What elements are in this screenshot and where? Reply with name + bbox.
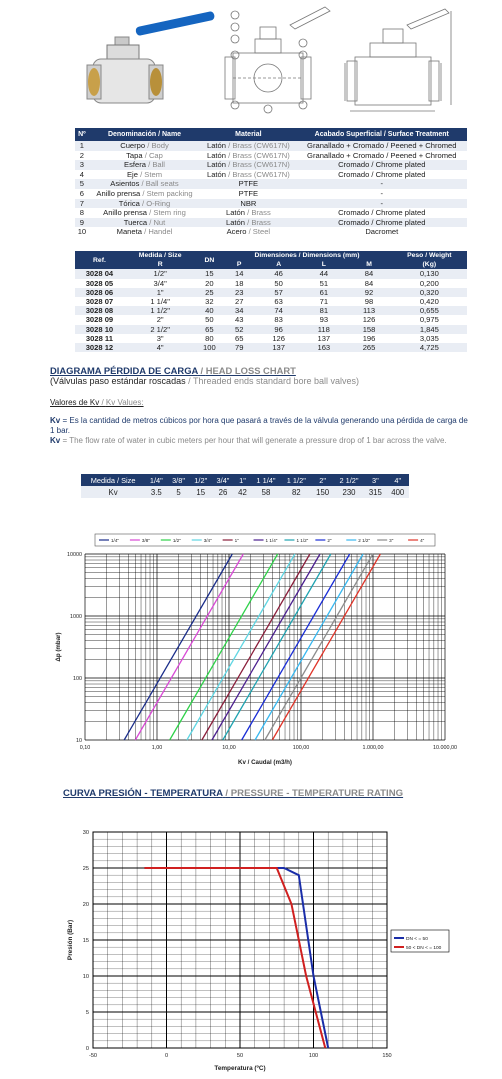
parts-table-row bbox=[75, 170, 467, 180]
x-tick-label: 10,00 bbox=[222, 745, 236, 751]
part-finish: Cromado / Chrome plated bbox=[338, 169, 426, 179]
dims-m: 98 bbox=[364, 297, 374, 307]
material-en: Brass bbox=[251, 208, 271, 218]
kv-definition-es-text: = Es la cantidad de metros cúbicos por hora que pasará a través de la válvula generando una pérdida de carga de 1 bar. bbox=[50, 416, 468, 436]
dims-dn: 40 bbox=[196, 306, 222, 315]
kv-value: 58 bbox=[251, 486, 281, 498]
kv-label-es: Kv bbox=[50, 416, 61, 425]
dims-weight: 0,320 bbox=[392, 288, 467, 297]
dims-table-row bbox=[75, 343, 467, 352]
y-tick-label: 1000 bbox=[70, 614, 82, 620]
part-name-es: Tapa bbox=[126, 150, 143, 160]
dims-l: 137 bbox=[317, 333, 331, 343]
material-es: Latón bbox=[225, 217, 245, 227]
part-number: 7 bbox=[75, 199, 89, 209]
part-name-es: Maneta bbox=[116, 227, 142, 237]
dims-a: 83 bbox=[274, 315, 283, 325]
kv-size: 2" bbox=[311, 474, 333, 486]
parts-table-row bbox=[75, 141, 467, 151]
part-name-es: Tuerca bbox=[123, 217, 148, 227]
x-tick-label: 100,00 bbox=[292, 745, 310, 751]
dims-header-dimensions: Dimensiones / Dimensions (mm) bbox=[222, 251, 391, 260]
legend-entry: 1/2" bbox=[172, 538, 181, 543]
part-finish: Cromado / Chrome plated bbox=[338, 208, 426, 218]
dims-weight: 0,420 bbox=[419, 297, 439, 307]
kv-size: 3/8" bbox=[167, 474, 189, 486]
dims-a: 63 bbox=[274, 297, 283, 307]
dims-ref: 3028 08 bbox=[75, 306, 124, 315]
ball-valve-photo bbox=[87, 11, 215, 103]
pt-title-en: PRESSURE - TEMPERATURE RATING bbox=[230, 788, 404, 799]
x-tick-label: 10.000,00 bbox=[433, 745, 457, 751]
headloss-series-line bbox=[272, 554, 380, 740]
kv-size: 2 1/2" bbox=[334, 474, 364, 486]
dims-header-size: Medida / Size bbox=[124, 251, 197, 260]
part-name-en: Body bbox=[151, 141, 169, 150]
part-number: 10 bbox=[77, 227, 87, 237]
headloss-subtitle-en: Threaded ends standard bore ball valves) bbox=[192, 376, 360, 386]
dims-p: 14 bbox=[222, 269, 256, 278]
part-number: 4 bbox=[79, 169, 85, 179]
material-en: Brass (CW617N) bbox=[232, 169, 290, 179]
headloss-series-line bbox=[212, 554, 320, 740]
headloss-series-line bbox=[135, 554, 243, 740]
dims-p: 43 bbox=[234, 315, 244, 325]
x-tick-label: 0,10 bbox=[79, 745, 91, 751]
parts-table-row bbox=[75, 160, 467, 170]
part-name: Anillo prensa / Stem ring bbox=[103, 208, 186, 218]
dims-m: 126 bbox=[362, 315, 376, 325]
dims-size: 3/4" bbox=[153, 278, 167, 288]
dims-table-row bbox=[75, 279, 467, 288]
parts-table-row bbox=[75, 227, 467, 237]
dims-ref: 3028 09 bbox=[85, 315, 114, 325]
pt-y-tick-label: 0 bbox=[85, 1046, 89, 1052]
part-number: 2 bbox=[79, 150, 85, 160]
material-en: PTFE bbox=[238, 179, 259, 189]
headloss-series-line bbox=[170, 554, 278, 740]
dims-p: 52 bbox=[222, 325, 256, 334]
dims-size: 1 1/4" bbox=[150, 297, 170, 307]
dims-p: 23 bbox=[222, 288, 256, 297]
kv-value: 230 bbox=[334, 486, 364, 498]
dims-table-row bbox=[75, 297, 467, 306]
part-name-en: Cap bbox=[148, 150, 163, 160]
part-material bbox=[200, 179, 296, 189]
headloss-chart bbox=[50, 530, 470, 775]
part-name: Tuerca / Nut bbox=[89, 218, 200, 228]
kv-size: 1/2" bbox=[190, 474, 212, 486]
pt-x-tick-label: 100 bbox=[308, 1053, 319, 1059]
dims-ref: 3028 06 bbox=[75, 288, 124, 297]
part-name-en: O-Ring bbox=[146, 198, 171, 208]
x-tick-label: 1.000,00 bbox=[362, 745, 384, 751]
dims-table-row bbox=[75, 288, 467, 297]
material-es: Latón bbox=[206, 141, 226, 150]
headloss-series-line bbox=[124, 554, 232, 740]
part-material: Acero / Steel bbox=[226, 227, 271, 237]
dims-m: 92 bbox=[346, 288, 391, 297]
dims-table-row bbox=[75, 269, 467, 278]
part-name-en: Stem ring bbox=[153, 208, 186, 218]
pt-x-axis-label: Temperatura (ºC) bbox=[214, 1065, 266, 1072]
dims-header-l: L bbox=[301, 260, 346, 269]
part-name-en: Ball bbox=[152, 160, 165, 170]
pt-legend-entry: DN < = 50 bbox=[406, 937, 428, 942]
part-name: Tórica / O-Ring bbox=[89, 199, 200, 209]
part-number: 9 bbox=[75, 218, 89, 228]
dims-weight: 4,725 bbox=[392, 343, 467, 352]
dims-dn: 65 bbox=[196, 325, 222, 334]
dims-a: 50 bbox=[274, 278, 283, 288]
part-name-en: Stem bbox=[144, 169, 163, 179]
parts-header-material: Material bbox=[200, 128, 296, 141]
dims-weight: 0,200 bbox=[419, 278, 439, 288]
dims-l: 61 bbox=[301, 288, 346, 297]
pt-title-es: CURVA PRESIÓN - TEMPERATURA bbox=[63, 788, 223, 799]
legend-entry: 2" bbox=[327, 538, 332, 543]
material-en: Steel bbox=[252, 227, 271, 237]
dims-l: 118 bbox=[301, 325, 346, 334]
dims-a: 96 bbox=[256, 325, 301, 334]
kv-table bbox=[81, 474, 409, 498]
legend-entry: 2 1/2" bbox=[358, 538, 371, 543]
part-name-es: Asientos bbox=[110, 179, 140, 189]
kv-heading-es: Valores de Kv bbox=[50, 398, 100, 407]
material-en: Brass (CW617N) bbox=[232, 141, 290, 150]
part-number: 1 bbox=[75, 141, 89, 151]
material-es: Latón bbox=[225, 208, 245, 218]
legend-entry: 3" bbox=[389, 538, 394, 543]
dims-l: 71 bbox=[319, 297, 329, 307]
dims-a: 74 bbox=[256, 306, 301, 315]
part-name-es: Tórica bbox=[118, 198, 140, 208]
part-number: 6 bbox=[79, 188, 85, 198]
parts-header-finish: Acabado Superficial / Surface Treatment bbox=[297, 128, 467, 141]
part-material bbox=[200, 199, 296, 209]
dims-l: 44 bbox=[301, 269, 346, 278]
material-en: Brass bbox=[251, 217, 271, 227]
part-name: Cuerpo / Body bbox=[89, 141, 200, 151]
kv-definition-en bbox=[50, 436, 470, 446]
pt-x-tick-label: -50 bbox=[88, 1053, 98, 1059]
kv-heading-en: Kv Values: bbox=[105, 398, 144, 407]
material-es: Latón bbox=[206, 160, 226, 170]
headloss-series-line bbox=[255, 554, 363, 740]
pt-x-tick-label: 0 bbox=[164, 1053, 169, 1059]
dims-ref: 3028 05 bbox=[85, 278, 114, 288]
kv-value: 26 bbox=[212, 486, 234, 498]
part-material: Latón / Brass (CW617N) bbox=[206, 150, 290, 160]
kv-size-row bbox=[81, 474, 409, 486]
pt-legend-entry: 50 < DN < = 100 bbox=[406, 946, 442, 951]
kv-size: 1 1/2" bbox=[281, 474, 311, 486]
part-name-en: Handel bbox=[148, 227, 173, 237]
kv-size: 1" bbox=[234, 474, 251, 486]
pt-x-tick-label: 150 bbox=[382, 1053, 392, 1059]
parts-header-name: Denominación / Name bbox=[89, 128, 200, 141]
x-axis-label: Kv / Caudal (m3/h) bbox=[238, 759, 292, 766]
dims-p: 34 bbox=[222, 306, 256, 315]
dims-weight: 1,845 bbox=[392, 325, 467, 334]
dims-ref: 3028 11 bbox=[85, 333, 113, 343]
part-name-en: Stem packing bbox=[146, 188, 193, 198]
dims-m: 158 bbox=[346, 325, 391, 334]
headloss-title-en: HEAD LOSS CHART bbox=[205, 365, 296, 376]
headloss-subtitle: (Válvulas paso estándar roscadas / Threaded ends standard bore ball valves) bbox=[50, 376, 360, 386]
kv-header-kv: Kv bbox=[81, 486, 145, 498]
dims-size: 1" bbox=[124, 288, 197, 297]
dims-a: 126 bbox=[272, 333, 285, 343]
headloss-series-line bbox=[223, 554, 331, 740]
material-es: Latón bbox=[206, 169, 226, 179]
dims-dn: 32 bbox=[205, 297, 214, 307]
kv-value: 15 bbox=[190, 486, 212, 498]
part-finish: - bbox=[297, 199, 467, 209]
dims-size: 2" bbox=[156, 315, 164, 325]
kv-value: 42 bbox=[234, 486, 251, 498]
pt-x-tick-label: 50 bbox=[236, 1053, 244, 1059]
material-en: NBR bbox=[240, 198, 257, 208]
part-number: 8 bbox=[79, 208, 85, 218]
exploded-drawing bbox=[225, 7, 330, 113]
part-name: Anillo prensa / Stem packing bbox=[96, 188, 193, 198]
part-name-es: Anillo prensa bbox=[103, 208, 148, 218]
kv-definition-en-text: = The flow rate of water in cubic meters per hour that will generate a pressure drop of 1 bar across the valve. bbox=[60, 436, 447, 445]
kv-header-size: Medida / Size bbox=[81, 474, 145, 486]
dimensions-table bbox=[75, 251, 467, 352]
kv-label-en: Kv bbox=[50, 436, 61, 445]
part-name-en: Nut bbox=[153, 217, 166, 227]
dims-size: 1/2" bbox=[124, 269, 197, 278]
part-number: 3 bbox=[75, 160, 89, 170]
dims-header-r: R bbox=[124, 260, 197, 269]
kv-size: 3" bbox=[364, 474, 386, 486]
part-name: Maneta / Handel bbox=[116, 227, 173, 237]
part-material: Latón / Brass (CW617N) bbox=[200, 141, 296, 151]
dims-table-row bbox=[75, 306, 467, 315]
headloss-series-line bbox=[265, 554, 373, 740]
part-finish: - bbox=[297, 179, 467, 189]
part-finish: Granallado + Cromado / Peened + Chromed bbox=[307, 150, 457, 160]
kv-value: 5 bbox=[167, 486, 189, 498]
pt-y-tick-label: 25 bbox=[82, 866, 89, 872]
kv-value-row bbox=[81, 486, 409, 498]
dims-table-row bbox=[75, 325, 467, 334]
legend-entry: 1" bbox=[234, 538, 239, 543]
part-finish: - bbox=[380, 188, 384, 198]
dims-p: 79 bbox=[222, 343, 256, 352]
dims-ref: 3028 07 bbox=[85, 297, 114, 307]
part-material: Latón / Brass bbox=[225, 208, 271, 218]
dims-p: 65 bbox=[234, 333, 244, 343]
part-name: Eje / Stem bbox=[126, 169, 163, 179]
dims-header-kg: (Kg) bbox=[392, 260, 467, 269]
pt-y-tick-label: 15 bbox=[82, 938, 89, 944]
dims-l: 81 bbox=[301, 306, 346, 315]
dims-dn: 15 bbox=[196, 269, 222, 278]
kv-value: 315 bbox=[364, 486, 386, 498]
dims-ref: 3028 12 bbox=[75, 343, 124, 352]
material-es: Acero bbox=[226, 227, 247, 237]
headloss-series-line bbox=[202, 554, 310, 740]
part-number: 5 bbox=[75, 179, 89, 189]
dims-m: 84 bbox=[346, 269, 391, 278]
part-name-es: Esfera bbox=[124, 160, 146, 170]
headloss-title-es: DIAGRAMA PÉRDIDA DE CARGA bbox=[50, 365, 198, 376]
y-tick-label: 100 bbox=[73, 676, 82, 682]
part-material bbox=[200, 189, 296, 199]
dims-header-weight: Peso / Weight bbox=[392, 251, 467, 260]
dims-l: 93 bbox=[319, 315, 329, 325]
parts-table-row bbox=[75, 218, 467, 228]
parts-table-row bbox=[75, 189, 467, 199]
pt-y-tick-label: 10 bbox=[82, 974, 89, 980]
part-finish: Dacromet bbox=[365, 227, 399, 237]
dims-header-a: A bbox=[256, 260, 301, 269]
product-drawings bbox=[85, 5, 475, 117]
kv-heading: Valores de Kv / Kv Values: bbox=[50, 398, 144, 407]
kv-value: 400 bbox=[387, 486, 409, 498]
dims-table-row bbox=[75, 315, 467, 324]
dims-l: 163 bbox=[301, 343, 346, 352]
kv-size: 3/4" bbox=[212, 474, 234, 486]
part-name-es: Cuerpo bbox=[120, 141, 146, 150]
pressure-temperature-chart bbox=[50, 826, 490, 1076]
dims-m: 196 bbox=[362, 333, 376, 343]
part-name-es: Eje bbox=[126, 169, 138, 179]
part-finish: Granallado + Cromado / Peened + Chromed bbox=[297, 141, 467, 151]
material-en: Brass (CW617N) bbox=[232, 150, 290, 160]
dims-size: 2 1/2" bbox=[124, 325, 197, 334]
parts-table-row bbox=[75, 179, 467, 189]
legend-entry: 4" bbox=[420, 538, 425, 543]
part-material: Latón / Brass bbox=[200, 218, 296, 228]
x-tick-label: 1,00 bbox=[151, 745, 163, 751]
dims-size: 1 1/2" bbox=[124, 306, 197, 315]
kv-size: 1/4" bbox=[145, 474, 167, 486]
dims-l: 51 bbox=[319, 278, 329, 288]
dims-header-m: M bbox=[346, 260, 391, 269]
kv-value: 82 bbox=[281, 486, 311, 498]
dims-weight: 0,975 bbox=[419, 315, 439, 325]
dims-weight: 3,035 bbox=[419, 333, 439, 343]
part-name-es: Anillo prensa bbox=[96, 188, 141, 198]
dims-p: 27 bbox=[234, 297, 244, 307]
dims-dn: 100 bbox=[196, 343, 222, 352]
dims-a: 57 bbox=[256, 288, 301, 297]
part-material: Latón / Brass (CW617N) bbox=[200, 160, 296, 170]
kv-value: 3.5 bbox=[145, 486, 167, 498]
dims-a: 46 bbox=[256, 269, 301, 278]
dims-header-p: P bbox=[222, 260, 256, 269]
y-tick-label: 10000 bbox=[67, 552, 82, 558]
legend-entry: 3/8" bbox=[141, 538, 150, 543]
pt-y-tick-label: 5 bbox=[85, 1010, 89, 1016]
dims-table-body bbox=[75, 269, 467, 352]
headloss-series-line bbox=[187, 554, 295, 740]
headloss-subtitle-es: (Válvulas paso estándar roscadas bbox=[50, 376, 186, 386]
dims-dn: 20 bbox=[205, 278, 214, 288]
kv-value: 150 bbox=[311, 486, 333, 498]
legend-entry: 3/4" bbox=[203, 538, 212, 543]
part-material: Latón / Brass (CW617N) bbox=[206, 169, 290, 179]
parts-header-number: Nº bbox=[75, 128, 89, 141]
legend-entry: 1 1/2" bbox=[296, 538, 309, 543]
dims-ref: 3028 04 bbox=[75, 269, 124, 278]
dims-m: 84 bbox=[364, 278, 374, 288]
parts-table-row bbox=[75, 208, 467, 218]
dims-size: 4" bbox=[124, 343, 197, 352]
headloss-title: DIAGRAMA PÉRDIDA DE CARGA / HEAD LOSS CHART bbox=[50, 365, 296, 376]
material-en: PTFE bbox=[238, 188, 259, 198]
dims-p: 18 bbox=[234, 278, 244, 288]
dims-dn: 80 bbox=[205, 333, 214, 343]
dims-m: 265 bbox=[346, 343, 391, 352]
pt-y-axis-label: Presión (Bar) bbox=[67, 919, 74, 961]
part-name-en: Ball seats bbox=[145, 179, 179, 189]
part-finish: Cromado / Chrome plated bbox=[297, 160, 467, 170]
kv-size: 1 1/4" bbox=[251, 474, 281, 486]
dims-ref: 3028 10 bbox=[75, 325, 124, 334]
legend-entry: 1 1/4" bbox=[265, 538, 278, 543]
legend-entry: 1/4" bbox=[111, 538, 120, 543]
pt-title: CURVA PRESIÓN - TEMPERATURA / PRESSURE - TEMPERATURE RATING bbox=[63, 788, 404, 799]
kv-size: 4" bbox=[387, 474, 409, 486]
dims-weight: 0,130 bbox=[392, 269, 467, 278]
parts-table bbox=[75, 128, 467, 237]
material-en: Brass (CW617N) bbox=[232, 160, 290, 170]
part-name: Asientos / Ball seats bbox=[89, 179, 200, 189]
dims-header-ref: Ref. bbox=[75, 251, 124, 269]
parts-table-body bbox=[75, 141, 467, 237]
material-es: Latón bbox=[206, 150, 226, 160]
part-name: Esfera / Ball bbox=[89, 160, 200, 170]
dims-size: 3" bbox=[156, 333, 164, 343]
dims-table-row bbox=[75, 334, 467, 343]
y-tick-label: 10 bbox=[76, 738, 82, 744]
dims-dn: 50 bbox=[205, 315, 214, 325]
pt-y-tick-label: 20 bbox=[82, 902, 89, 908]
dims-a: 137 bbox=[256, 343, 301, 352]
y-axis-label: Δp (mbar) bbox=[55, 632, 62, 662]
dims-header-dn: DN bbox=[196, 251, 222, 269]
parts-table-row bbox=[75, 199, 467, 209]
part-finish: Cromado / Chrome plated bbox=[297, 218, 467, 228]
dims-m: 113 bbox=[346, 306, 391, 315]
dims-dn: 25 bbox=[196, 288, 222, 297]
kv-definition-es bbox=[50, 416, 470, 437]
pt-y-tick-label: 30 bbox=[82, 830, 89, 836]
dims-weight: 0,655 bbox=[392, 306, 467, 315]
dimension-drawing bbox=[345, 9, 451, 111]
headloss-series-line bbox=[242, 554, 350, 740]
part-name: Tapa / Cap bbox=[126, 150, 163, 160]
parts-table-row bbox=[75, 151, 467, 161]
